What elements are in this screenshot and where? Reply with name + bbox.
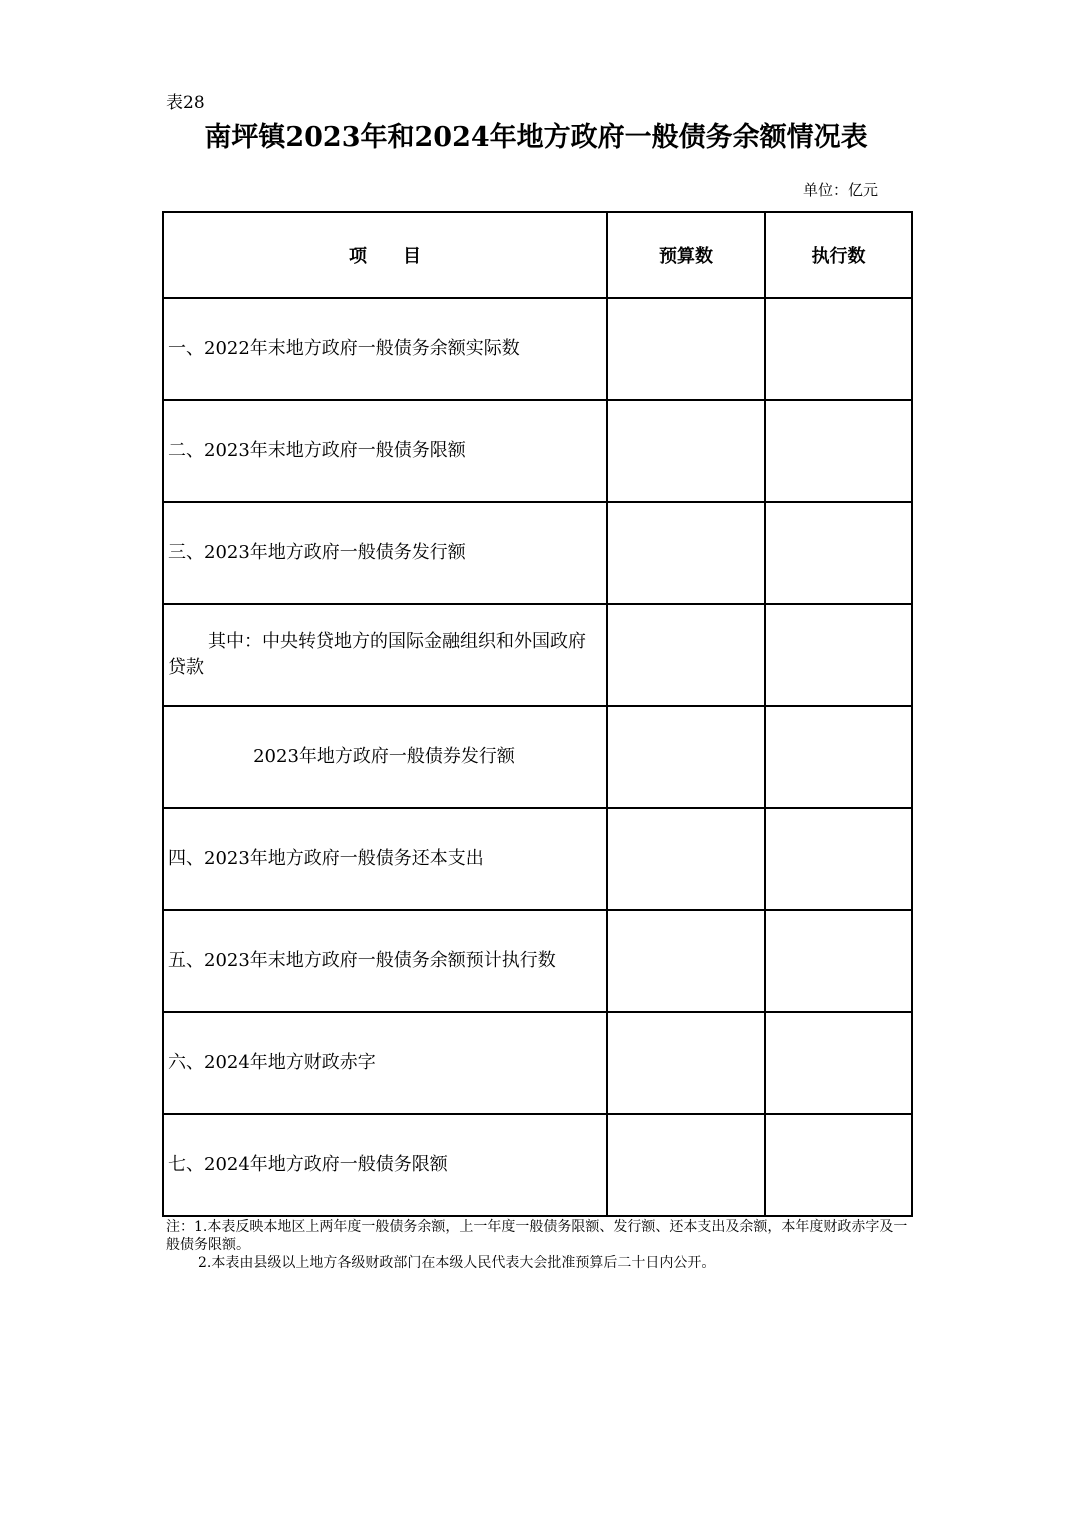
table-row bbox=[163, 1114, 912, 1216]
execution-cell bbox=[765, 1012, 912, 1114]
table-header-row bbox=[163, 212, 912, 298]
execution-cell bbox=[765, 502, 912, 604]
row-item-cell bbox=[163, 706, 607, 808]
debt-table bbox=[162, 211, 913, 1217]
table-number: 表28 bbox=[166, 93, 205, 113]
row-item-cell bbox=[163, 604, 607, 706]
row-item-cell bbox=[163, 298, 607, 400]
row-item-label: 三、2023年地方政府一般债务发行额 bbox=[168, 542, 466, 563]
execution-cell bbox=[765, 910, 912, 1012]
row-item-label: 四、2023年地方政府一般债务还本支出 bbox=[168, 848, 484, 869]
table-row bbox=[163, 808, 912, 910]
header-budget: 预算数 bbox=[607, 212, 765, 298]
footnote-1: 注：1.本表反映本地区上两年度一般债务余额，上一年度一般债务限额、发行额、还本支出及余额，本年度财政赤字及一般债务限额。 bbox=[166, 1219, 908, 1253]
unit-label: 单位：亿元 bbox=[802, 181, 878, 199]
table-row bbox=[163, 400, 912, 502]
execution-cell bbox=[765, 298, 912, 400]
row-item-label: 一、2022年末地方政府一般债务余额实际数 bbox=[168, 338, 520, 359]
row-item-cell bbox=[163, 400, 607, 502]
table-row bbox=[163, 706, 912, 808]
table-row bbox=[163, 1012, 912, 1114]
execution-cell bbox=[765, 604, 912, 706]
budget-cell bbox=[607, 706, 765, 808]
execution-cell bbox=[765, 400, 912, 502]
budget-cell bbox=[607, 400, 765, 502]
row-item-label: 六、2024年地方财政赤字 bbox=[168, 1052, 376, 1073]
row-item-cell bbox=[163, 502, 607, 604]
budget-cell bbox=[607, 910, 765, 1012]
header-item: 项 目 bbox=[163, 212, 607, 298]
budget-cell bbox=[607, 808, 765, 910]
row-item-cell bbox=[163, 1012, 607, 1114]
table-row bbox=[163, 502, 912, 604]
execution-cell bbox=[765, 1114, 912, 1216]
row-item-label: 其中：中央转贷地方的国际金融组织和外国政府贷款 bbox=[168, 631, 586, 678]
footnote-2: 2.本表由县级以上地方各级财政部门在本级人民代表大会批准预算后二十日内公开。 bbox=[198, 1255, 716, 1271]
row-item-cell bbox=[163, 808, 607, 910]
header-execution: 执行数 bbox=[765, 212, 912, 298]
row-item-cell bbox=[163, 1114, 607, 1216]
budget-cell bbox=[607, 1114, 765, 1216]
budget-cell bbox=[607, 298, 765, 400]
budget-cell bbox=[607, 502, 765, 604]
footnotes bbox=[166, 1218, 908, 1272]
budget-cell bbox=[607, 604, 765, 706]
row-item-label: 五、2023年末地方政府一般债务余额预计执行数 bbox=[168, 950, 556, 971]
table-row bbox=[163, 604, 912, 706]
execution-cell bbox=[765, 706, 912, 808]
row-item-label: 二、2023年末地方政府一般债务限额 bbox=[168, 440, 466, 461]
row-item-label: 2023年地方政府一般债券发行额 bbox=[253, 746, 515, 767]
execution-cell bbox=[765, 808, 912, 910]
budget-cell bbox=[607, 1012, 765, 1114]
row-item-cell bbox=[163, 910, 607, 1012]
table-row bbox=[163, 298, 912, 400]
row-item-label: 七、2024年地方政府一般债务限额 bbox=[168, 1154, 448, 1175]
table-row bbox=[163, 910, 912, 1012]
page-title: 南坪镇2023年和2024年地方政府一般债务余额情况表 bbox=[204, 122, 868, 153]
